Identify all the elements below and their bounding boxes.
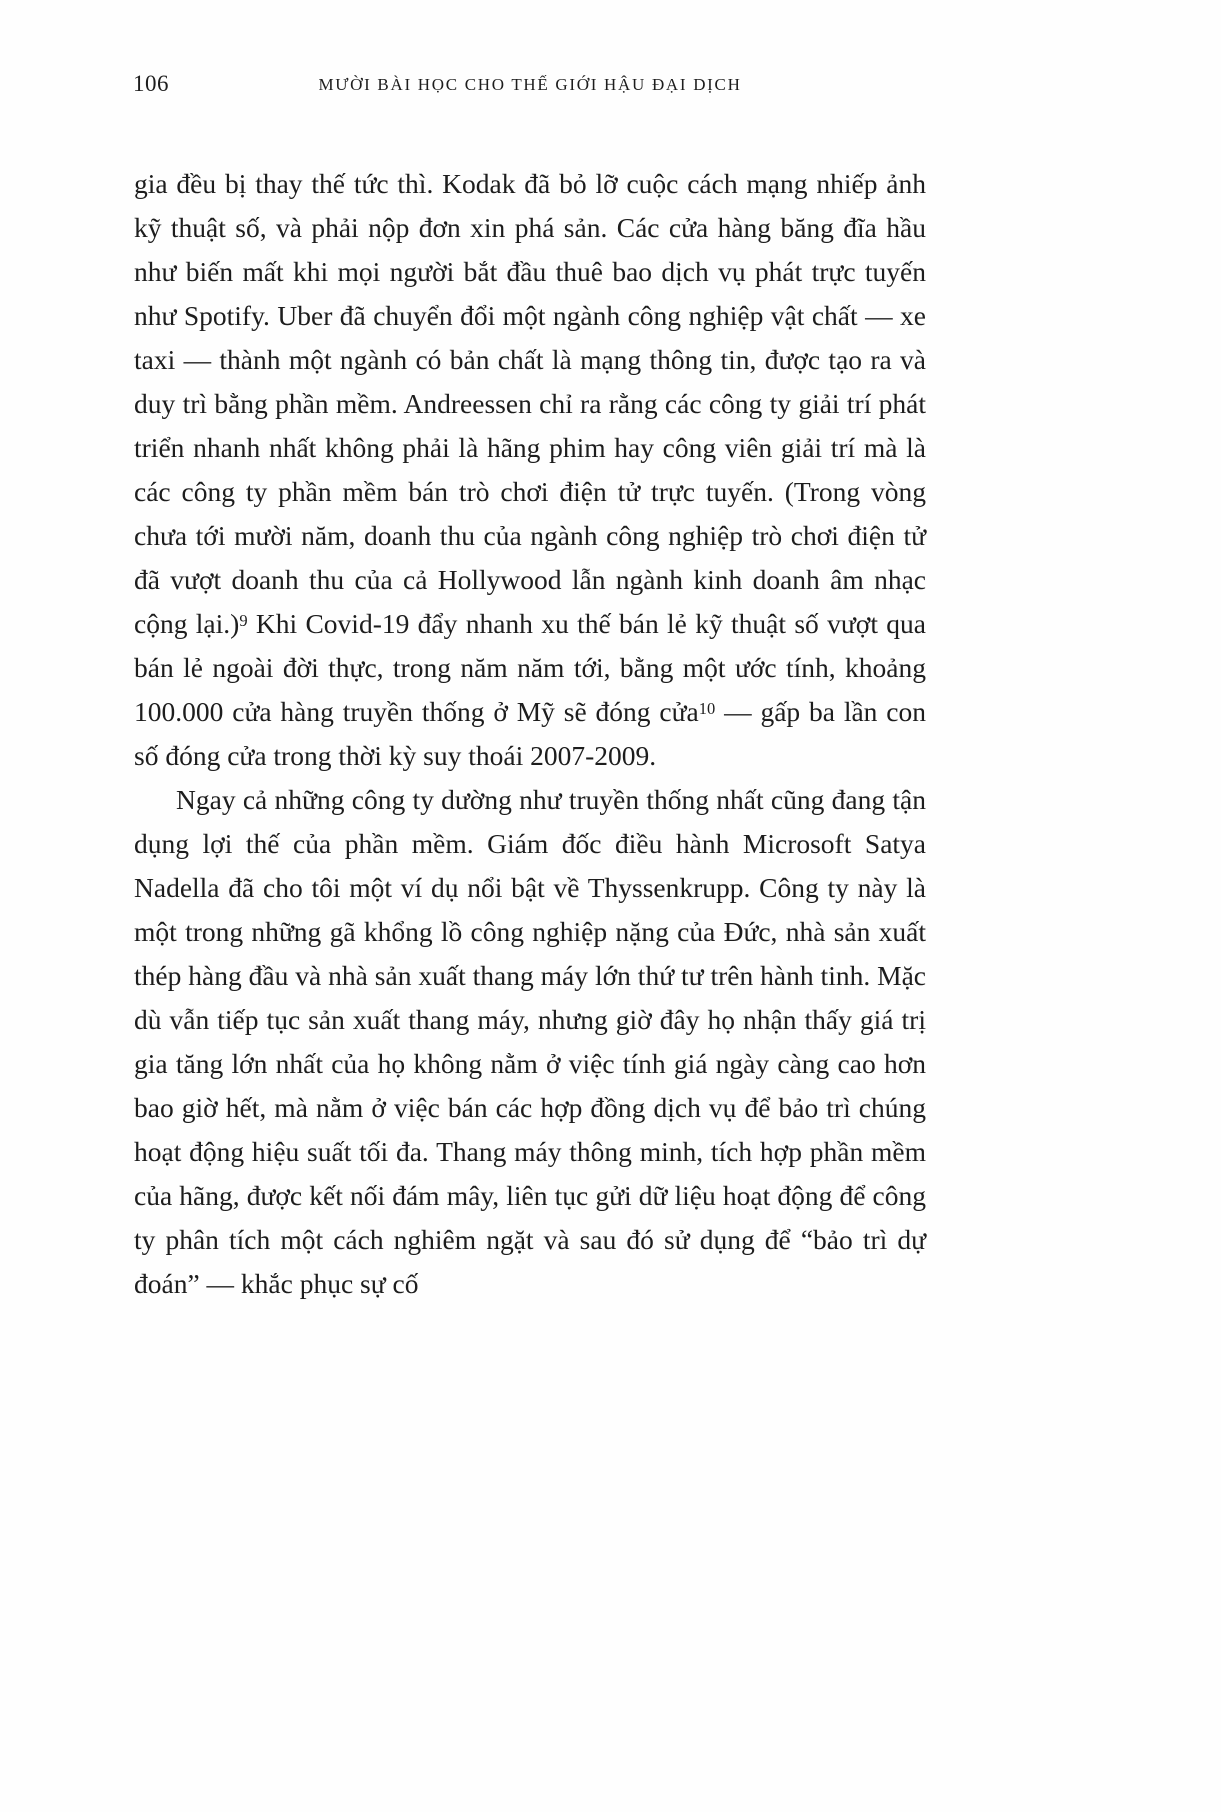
page-number: 106 bbox=[133, 71, 169, 96]
footnote-marker: 10 bbox=[698, 698, 716, 718]
footnote-marker: 9 bbox=[239, 610, 248, 630]
paragraph-text: gia đều bị thay thế tức thì. Kodak đã bỏ lỡ cuộc cách mạng nhiếp ảnh kỹ thuật số, và phải nộp đơn xin phá sản. Các cửa hàng băng đĩa hầu như biến mất khi mọi người bắt đầu thuê bao dịch vụ phát trực tuyến như Spotify. Uber đã chuyển đổi một ngành công nghiệp vật chất — xe taxi — thành một ngành có bản chất là mạng thông tin, được tạo ra và duy trì bằng phần mềm. Andreessen chỉ ra rằng các công ty giải trí phát triển nhanh nhất không phải là hãng phim hay công viên giải trí mà là các công ty phần mềm bán trò chơi điện tử trực tuyến. (Trong vòng chưa tới mười năm, doanh thu của ngành công nghiệp trò chơi điện tử đã vượt doanh thu của cả Hollywood lẫn ngành kinh doanh âm nhạc cộng lại.) bbox=[134, 168, 926, 639]
page-header bbox=[133, 70, 927, 102]
page-body bbox=[134, 162, 926, 1306]
paragraph-text: Ngay cả những công ty dường như truyền thống nhất cũng đang tận dụng lợi thế của phần mềm. Giám đốc điều hành Microsoft Satya Nadella đã cho tôi một ví dụ nổi bật về Thyssenkrupp. Công ty này là một trong những gã khổng lồ công nghiệp nặng của Đức, nhà sản xuất thép hàng đầu và nhà sản xuất thang máy lớn thứ tư trên hành tinh. Mặc dù vẫn tiếp tục sản xuất thang máy, nhưng giờ đây họ nhận thấy giá trị gia tăng lớn nhất của họ không nằm ở việc tính giá ngày càng cao hơn bao giờ hết, mà nằm ở việc bán các hợp đồng dịch vụ để bảo trì chúng hoạt động hiệu suất tối đa. Thang máy thông minh, tích hợp phần mềm của hãng, được kết nối đám mây, liên tục gửi dữ liệu hoạt động để công ty phân tích một cách nghiêm ngặt và sau đó sử dụng để “bảo trì dự đoán” — khắc phục sự cố bbox=[134, 784, 926, 1299]
running-head: MƯỜI BÀI HỌC CHO THẾ GIỚI HẬU ĐẠI DỊCH bbox=[318, 75, 742, 94]
paragraph-text: — gấp ba lần con số đóng cửa trong thời kỳ suy thoái 2007-2009. bbox=[134, 696, 926, 771]
paragraph-text: Khi Covid-19 đẩy nhanh xu thế bán lẻ kỹ thuật số vượt qua bán lẻ ngoài đời thực, trong năm năm tới, bằng một ước tính, khoảng 100.000 cửa hàng truyền thống ở Mỹ sẽ đóng cửa bbox=[134, 608, 926, 727]
paragraph bbox=[134, 162, 926, 778]
paragraph bbox=[134, 778, 926, 1306]
